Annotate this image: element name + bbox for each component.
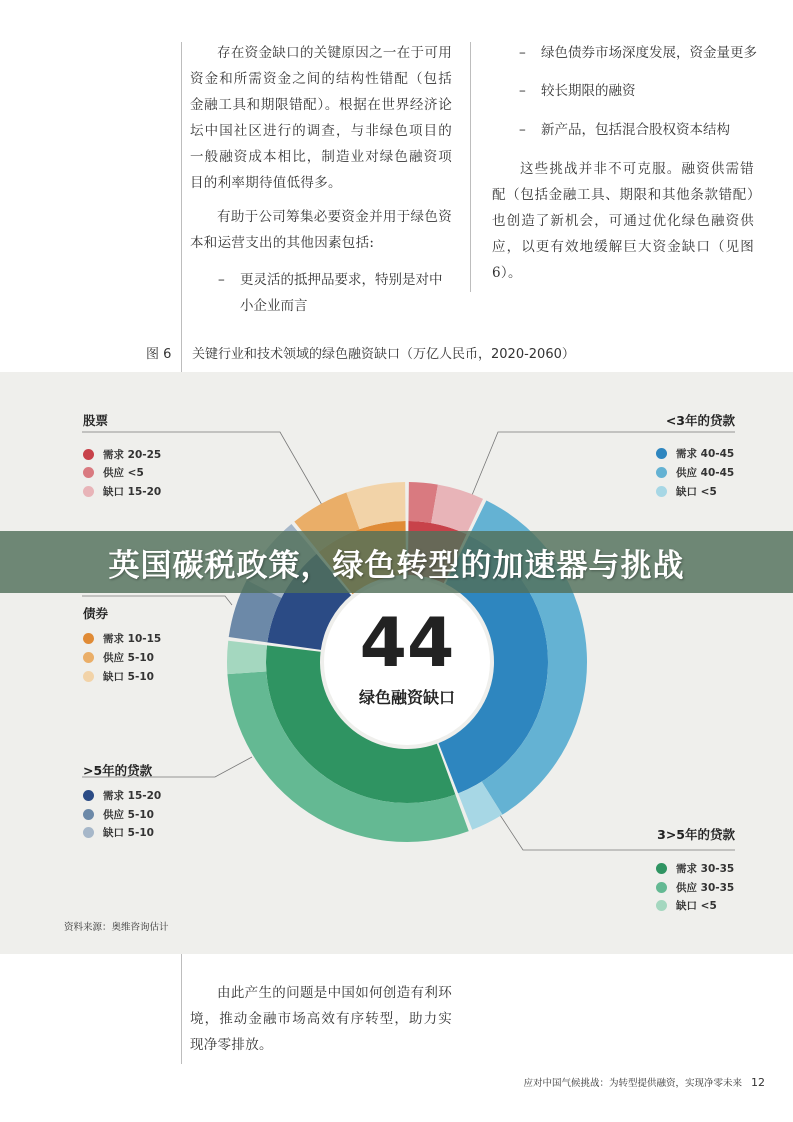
legend-dot <box>83 790 94 801</box>
legend-item <box>656 484 717 499</box>
group-title-long-loans: >5年的贷款 <box>83 763 153 778</box>
legend-dot <box>83 671 94 682</box>
legend-item <box>83 484 161 499</box>
group-title-mid-loans: 3>5年的贷款 <box>657 827 735 842</box>
legend-item <box>83 447 161 462</box>
legend-dot <box>83 486 94 497</box>
legend-item <box>656 465 734 480</box>
center-value: 44 <box>359 604 455 683</box>
bullet-text: 较长期限的融资 <box>541 83 636 99</box>
legend-item <box>656 861 734 876</box>
legend-label: 缺口 <5 <box>676 900 717 912</box>
legend-dot <box>656 467 667 478</box>
legend-dot <box>656 882 667 893</box>
legend-item <box>83 631 161 646</box>
legend-label: 需求 40-45 <box>676 448 735 460</box>
legend-label: 需求 15-20 <box>103 790 162 802</box>
group-title-equity: 股票 <box>83 413 109 428</box>
legend-label: 缺口 5-10 <box>103 671 154 683</box>
paragraph-1: 存在资金缺口的关键原因之一在于可用资金和所需资金之间的结构性错配（包括金融工具和期限错配）。根据在世界经济论坛中国社区进行的调查，与非绿色项目的一般融资成本相比，制造业对绿色融资项目的利率期待值低得多。 <box>190 45 452 191</box>
bullet-text-cont: 小企业而言 <box>240 298 308 314</box>
legend-label: 供应 30-35 <box>676 882 735 894</box>
legend-label: 缺口 15-20 <box>103 486 162 498</box>
legend-item <box>83 669 154 684</box>
legend-dot <box>83 652 94 663</box>
bullet-text: 绿色债券市场深度发展，资金量更多 <box>541 45 757 61</box>
center-label: 绿色融资缺口 <box>358 688 455 707</box>
legend-dot <box>83 449 94 460</box>
legend-item <box>83 807 154 822</box>
legend-dot <box>656 900 667 911</box>
source-note: 资料来源：奥维咨询估计 <box>64 922 169 933</box>
paragraph-2: 有助于公司筹集必要资金并用于绿色资本和运营支出的其他因素包括: <box>190 209 452 251</box>
page-footer <box>523 1075 765 1089</box>
legend-label: 需求 30-35 <box>676 863 735 875</box>
legend-dot <box>656 448 667 459</box>
legend-label: 缺口 <5 <box>676 486 717 498</box>
bullet-dash: – <box>218 272 225 288</box>
banner-title: 英国碳税政策，绿色转型的加速器与挑战 <box>108 547 685 584</box>
legend-label: 供应 5-10 <box>103 652 154 664</box>
bullet-dash: – <box>519 122 526 138</box>
group-title-short-loans: <3年的贷款 <box>665 413 735 428</box>
legend-item <box>83 825 154 840</box>
paragraph-3: 这些挑战并非不可克服。融资供需错配（包括金融工具、期限和其他条款错配）也创造了新机会，可通过优化绿色融资供应，以更有效地缓解巨大资金缺口（见图6）。 <box>492 161 754 281</box>
group-title-bonds: 债券 <box>83 606 109 621</box>
legend-item <box>656 898 717 913</box>
legend-label: 供应 5-10 <box>103 809 154 821</box>
legend-item <box>656 880 734 895</box>
bullet-text: 新产品，包括混合股权资本结构 <box>541 122 730 138</box>
legend-dot <box>83 633 94 644</box>
legend-label: 需求 20-25 <box>103 449 162 461</box>
legend-label: 供应 40-45 <box>676 467 735 479</box>
legend-label: 供应 <5 <box>103 467 144 479</box>
legend-dot <box>83 467 94 478</box>
legend-item <box>83 788 161 803</box>
page-number: 12 <box>751 1076 765 1089</box>
legend-item <box>656 446 734 461</box>
legend-dot <box>83 827 94 838</box>
legend-item <box>83 650 154 665</box>
legend-item <box>83 465 144 480</box>
column-divider-bottom <box>181 954 182 1064</box>
bullet-text: 更灵活的抵押品要求，特别是对中 <box>240 272 443 288</box>
bullet-dash: – <box>519 45 526 61</box>
footer-text: 应对中国气候挑战：为转型提供融资，实现净零未来 <box>523 1078 742 1089</box>
legend-dot <box>656 486 667 497</box>
legend-dot <box>83 809 94 820</box>
title-banner <box>0 531 793 593</box>
legend-dot <box>656 863 667 874</box>
legend-label: 需求 10-15 <box>103 633 162 645</box>
legend-label: 缺口 5-10 <box>103 827 154 839</box>
paragraph-4: 由此产生的问题是中国如何创造有利环境，推动金融市场高效有序转型，助力实现净零排放。 <box>190 985 452 1053</box>
figure-caption: 关键行业和技术领域的绿色融资缺口（万亿人民币，2020-2060） <box>192 347 575 362</box>
bullet-dash: – <box>519 83 526 99</box>
figure-label: 图 6 <box>146 347 172 362</box>
donut-segment-gap <box>227 641 267 674</box>
